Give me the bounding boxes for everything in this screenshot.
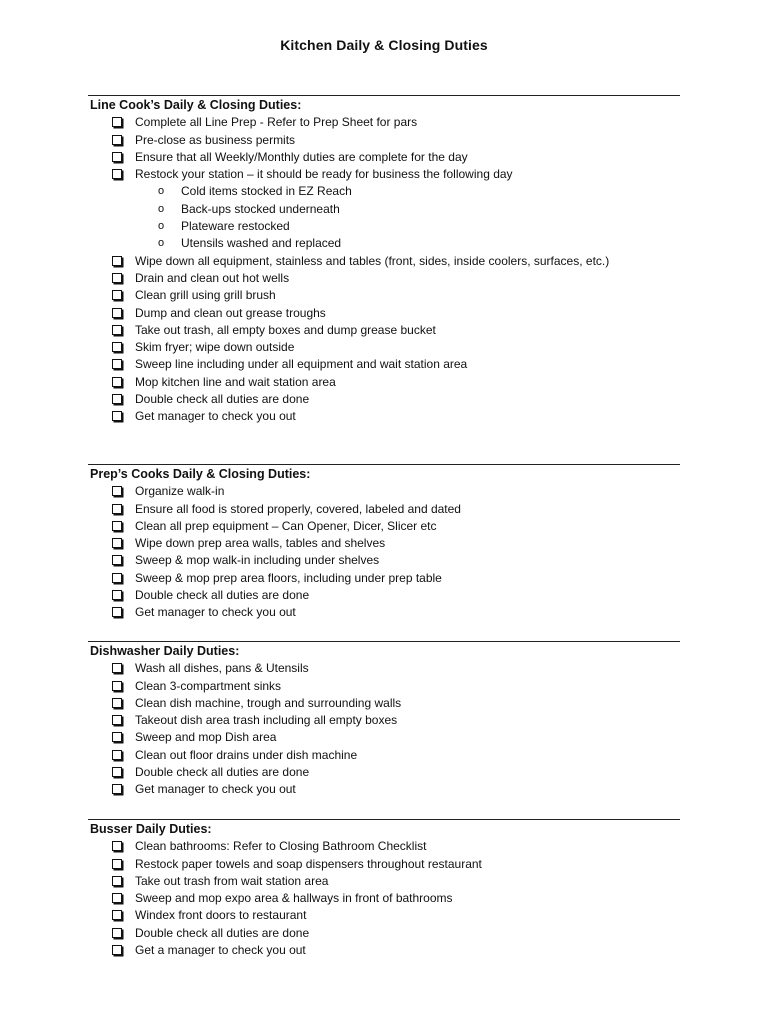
sub-list-item-label: Cold items stocked in EZ Reach <box>181 184 352 199</box>
sub-list-item <box>88 235 680 252</box>
section-title: Dishwasher Daily Duties: <box>90 644 240 658</box>
circle-bullet-icon: o <box>158 237 165 250</box>
circle-bullet-icon: o <box>158 220 165 233</box>
checklist-item <box>88 838 680 855</box>
checkbox-icon[interactable] <box>112 521 122 531</box>
checklist-item-label: Sweep & mop prep area floors, including under prep table <box>135 570 442 585</box>
checklist-item-label: Restock your station – it should be ready for business the following day <box>135 167 513 182</box>
checkbox-icon[interactable] <box>112 538 122 548</box>
checklist-item <box>88 856 680 873</box>
checklist-item-label: Clean grill using grill brush <box>135 288 276 303</box>
checklist-item-label: Windex front doors to restaurant <box>135 908 307 923</box>
checklist-item-label: Double check all duties are done <box>135 588 310 603</box>
checkbox-icon[interactable] <box>112 325 122 335</box>
checklist-item-label: Drain and clean out hot wells <box>135 270 290 285</box>
checklist-item-label: Ensure that all Weekly/Monthly duties are complete for the day <box>135 149 468 164</box>
checklist-item-label: Sweep & mop walk-in including under shelves <box>135 553 380 568</box>
checklist-item <box>88 518 680 535</box>
checklist-item-label: Restock paper towels and soap dispensers throughout restaurant <box>135 856 482 871</box>
sub-list-item <box>88 201 680 218</box>
checkbox-icon[interactable] <box>112 555 122 565</box>
checklist-item-label: Double check all duties are done <box>135 765 310 780</box>
checklist-item <box>88 747 680 764</box>
checklist-item <box>88 356 680 373</box>
checklist-item-label: Double check all duties are done <box>135 392 310 407</box>
document-title: Kitchen Daily & Closing Duties <box>280 37 488 53</box>
checklist-item <box>88 322 680 339</box>
checkbox-icon[interactable] <box>112 411 122 421</box>
checkbox-icon[interactable] <box>112 750 122 760</box>
checklist-item <box>88 149 680 166</box>
checkbox-icon[interactable] <box>112 359 122 369</box>
checkbox-icon[interactable] <box>112 841 122 851</box>
checklist-item <box>88 907 680 924</box>
checklist-item-label: Complete all Line Prep - Refer to Prep Sheet for pars <box>135 115 418 130</box>
checklist-item-label: Clean bathrooms: Refer to Closing Bathroom Checklist <box>135 839 427 854</box>
checkbox-icon[interactable] <box>112 256 122 266</box>
checkbox-icon[interactable] <box>112 910 122 920</box>
checklist-item-label: Wipe down prep area walls, tables and shelves <box>135 536 386 551</box>
checkbox-icon[interactable] <box>112 486 122 496</box>
sub-list-item-label: Plateware restocked <box>181 219 290 234</box>
checklist-item <box>88 408 680 425</box>
checklist-item-label: Takeout dish area trash including all empty boxes <box>135 713 398 728</box>
checklist-item-label: Mop kitchen line and wait station area <box>135 374 336 389</box>
checklist-item-label: Pre-close as business permits <box>135 132 296 147</box>
checklist-item <box>88 339 680 356</box>
checkbox-icon[interactable] <box>112 573 122 583</box>
section-prep-cooks <box>88 464 680 622</box>
checkbox-icon[interactable] <box>112 117 122 127</box>
checkbox-icon[interactable] <box>112 767 122 777</box>
checklist-item-label: Dump and clean out grease troughs <box>135 305 326 320</box>
checklist-item <box>88 552 680 569</box>
checkbox-icon[interactable] <box>112 698 122 708</box>
checklist-item-label: Clean all prep equipment – Can Opener, Dicer, Slicer etc <box>135 518 437 533</box>
checklist-item <box>88 890 680 907</box>
checkbox-icon[interactable] <box>112 732 122 742</box>
checklist <box>88 660 680 798</box>
checkbox-icon[interactable] <box>112 273 122 283</box>
checkbox-icon[interactable] <box>112 152 122 162</box>
checklist-item <box>88 501 680 518</box>
checklist-item-label: Get manager to check you out <box>135 782 296 797</box>
checklist-item-label: Get manager to check you out <box>135 409 296 424</box>
checklist-item <box>88 660 680 677</box>
checklist-item <box>88 535 680 552</box>
checklist-item-label: Wash all dishes, pans & Utensils <box>135 661 309 676</box>
checkbox-icon[interactable] <box>112 663 122 673</box>
checklist-item <box>88 925 680 942</box>
checklist-item <box>88 678 680 695</box>
checklist-item <box>88 764 680 781</box>
checklist-item <box>88 483 680 500</box>
checkbox-icon[interactable] <box>112 394 122 404</box>
checkbox-icon[interactable] <box>112 342 122 352</box>
checkbox-icon[interactable] <box>112 876 122 886</box>
checklist-item <box>88 570 680 587</box>
section-line-cook <box>88 95 680 426</box>
sub-list-item-label: Back-ups stocked underneath <box>181 201 340 216</box>
circle-bullet-icon: o <box>158 185 165 198</box>
checklist-item <box>88 604 680 621</box>
checklist-item-label: Ensure all food is stored properly, covered, labeled and dated <box>135 501 461 516</box>
checklist-item <box>88 781 680 798</box>
checkbox-icon[interactable] <box>112 893 122 903</box>
checklist-item <box>88 391 680 408</box>
checklist <box>88 838 680 959</box>
checklist-item-label: Organize walk-in <box>135 484 225 499</box>
checkbox-icon[interactable] <box>112 290 122 300</box>
section-dishwasher <box>88 641 680 799</box>
section-busser <box>88 819 680 959</box>
sub-list-item <box>88 183 680 200</box>
checklist-item <box>88 270 680 287</box>
section-title: Busser Daily Duties: <box>90 822 212 836</box>
checkbox-icon[interactable] <box>112 945 122 955</box>
checkbox-icon[interactable] <box>112 590 122 600</box>
checklist-item-label: Clean dish machine, trough and surrounding walls <box>135 695 402 710</box>
checklist-item-label: Take out trash, all empty boxes and dump grease bucket <box>135 322 436 337</box>
checkbox-icon[interactable] <box>112 377 122 387</box>
checklist-item-label: Sweep and mop expo area & hallways in front of bathrooms <box>135 891 453 906</box>
checkbox-icon[interactable] <box>112 928 122 938</box>
checklist-item <box>88 873 680 890</box>
checklist-item <box>88 114 680 131</box>
checkbox-icon[interactable] <box>112 784 122 794</box>
checklist <box>88 114 680 425</box>
sub-list-item-label: Utensils washed and replaced <box>181 236 342 251</box>
checklist-item <box>88 587 680 604</box>
checklist <box>88 483 680 621</box>
checklist-item <box>88 712 680 729</box>
checklist-item <box>88 305 680 322</box>
checkbox-icon[interactable] <box>112 715 122 725</box>
checklist-item-label: Get manager to check you out <box>135 605 296 620</box>
checklist-item-label: Sweep and mop Dish area <box>135 730 277 745</box>
checklist-item <box>88 287 680 304</box>
section-title: Prep’s Cooks Daily & Closing Duties: <box>90 467 311 481</box>
checklist-item <box>88 695 680 712</box>
checklist-item <box>88 942 680 959</box>
sub-list-item <box>88 218 680 235</box>
checklist-item-label: Sweep line including under all equipment and wait station area <box>135 357 468 372</box>
checkbox-icon[interactable] <box>112 169 122 179</box>
checklist-item <box>88 253 680 270</box>
checkbox-icon[interactable] <box>112 308 122 318</box>
checklist-item-label: Take out trash from wait station area <box>135 873 329 888</box>
checklist-item-label: Get a manager to check you out <box>135 943 306 958</box>
checklist-item-label: Clean out floor drains under dish machine <box>135 747 358 762</box>
checklist-item <box>88 374 680 391</box>
checkbox-icon[interactable] <box>112 504 122 514</box>
circle-bullet-icon: o <box>158 202 165 215</box>
checklist-item-label: Clean 3-compartment sinks <box>135 678 282 693</box>
checklist-item <box>88 729 680 746</box>
checkbox-icon[interactable] <box>112 859 122 869</box>
checklist-item <box>88 132 680 149</box>
checklist-item-label: Wipe down all equipment, stainless and tables (front, sides, inside coolers, surfaces, etc.) <box>135 253 610 268</box>
checklist-item-label: Skim fryer; wipe down outside <box>135 340 295 355</box>
checklist-item-label: Double check all duties are done <box>135 925 310 940</box>
checkbox-icon[interactable] <box>112 607 122 617</box>
section-title: Line Cook’s Daily & Closing Duties: <box>90 98 302 112</box>
checkbox-icon[interactable] <box>112 681 122 691</box>
checkbox-icon[interactable] <box>112 135 122 145</box>
checklist-item <box>88 166 680 183</box>
